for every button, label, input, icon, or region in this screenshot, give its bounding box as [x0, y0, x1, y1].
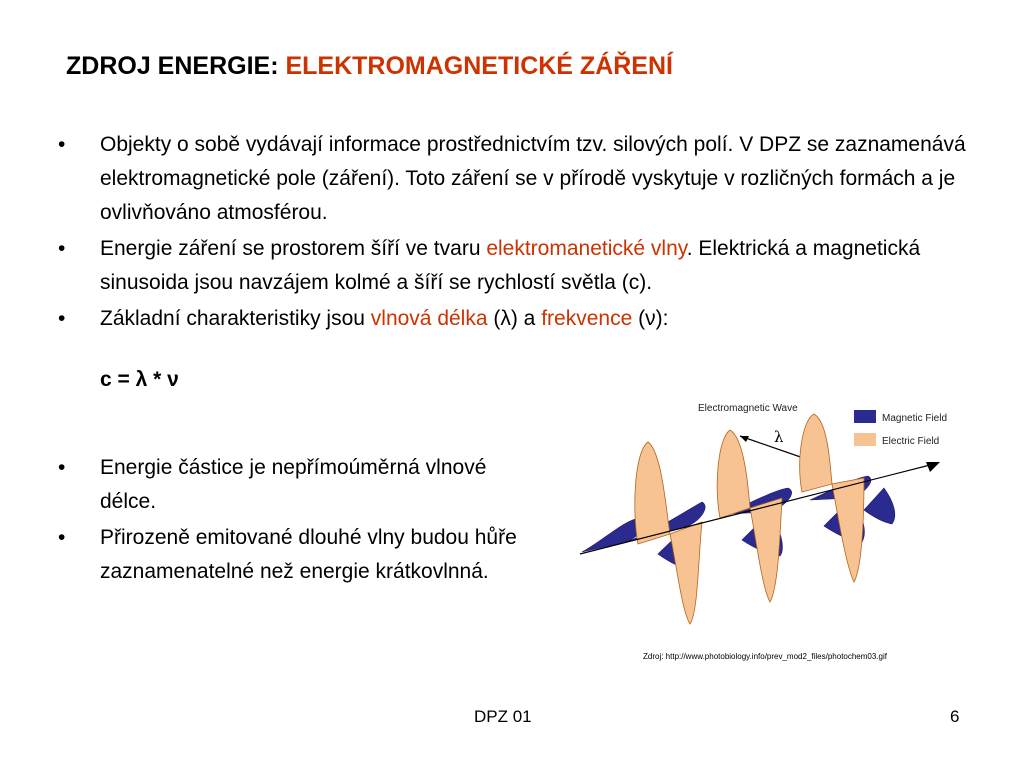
image-source-caption: Zdroj: http://www.photobiology.info/prev_mod2_files/photochem03.gif [643, 652, 887, 661]
lambda-label: λ [774, 428, 784, 446]
bullet-item [58, 128, 990, 230]
legend-electric-label: Electric Field [882, 436, 940, 447]
bullet-dot: • [58, 526, 66, 549]
bullet-text-accent-wavelength: vlnová délka [370, 307, 488, 330]
legend-magnetic-label: Magnetic Field [882, 413, 948, 424]
bullet-dot: • [58, 456, 66, 479]
electric-field-wave [635, 414, 864, 624]
bullet-text-before: Energie záření se prostorem šíří ve tvaru [100, 237, 487, 260]
bullet-text-after: . Elektrická a magnetická sinusoida jsou navzájem kolmé a šíří se rychlostí světla (c). [100, 237, 921, 294]
bullet-item [58, 232, 990, 300]
footer-label: DPZ 01 [474, 707, 532, 726]
slide-title [66, 52, 673, 81]
bullet-text: Přirozeně emitované dlouhé vlny budou hůře zaznamenatelné než energie krátkovlnná. [100, 526, 517, 583]
bullet-list-top [58, 128, 978, 336]
bullet-text: Energie částice je nepřímoúměrná vlnové délce. [100, 456, 487, 513]
propagation-arrowhead [926, 462, 940, 472]
bullet-dot: • [58, 133, 66, 156]
bullet-text: Objekty o sobě vydávají informace prostřednictvím tzv. silových polí. V DPZ se zaznamenává elektromagnetické pole (záření). Toto záření se v přírodě vyskytuje v rozličných formách a je ovlivňováno atmosférou. [100, 133, 966, 224]
bullet-list-bottom [58, 451, 518, 589]
bullet-dot: • [58, 237, 66, 260]
page-number: 6 [950, 707, 960, 726]
formula: c = λ * ν [100, 368, 179, 391]
bullet-text-accent-frequency: frekvence [541, 307, 633, 330]
electromagnetic-wave-figure [574, 392, 964, 642]
title-prefix: ZDROJ ENERGIE: [66, 52, 279, 80]
bullet-text-after: (ν): [632, 307, 669, 330]
magnetic-field-swatch [854, 410, 876, 423]
figure-title: Electromagnetic Wave [698, 403, 798, 414]
bullet-item [58, 302, 978, 336]
bullet-text-accent: elektromanetické vlny [486, 237, 687, 260]
bullet-text-before: Základní charakteristiky jsou [100, 307, 371, 330]
bullet-item [58, 521, 518, 589]
bullet-item [58, 451, 518, 519]
bullet-dot: • [58, 307, 66, 330]
electric-field-swatch [854, 433, 876, 446]
title-accent: ELEKTROMAGNETICKÉ ZÁŘENÍ [285, 52, 673, 80]
bullet-text-middle: (λ) a [487, 307, 542, 330]
